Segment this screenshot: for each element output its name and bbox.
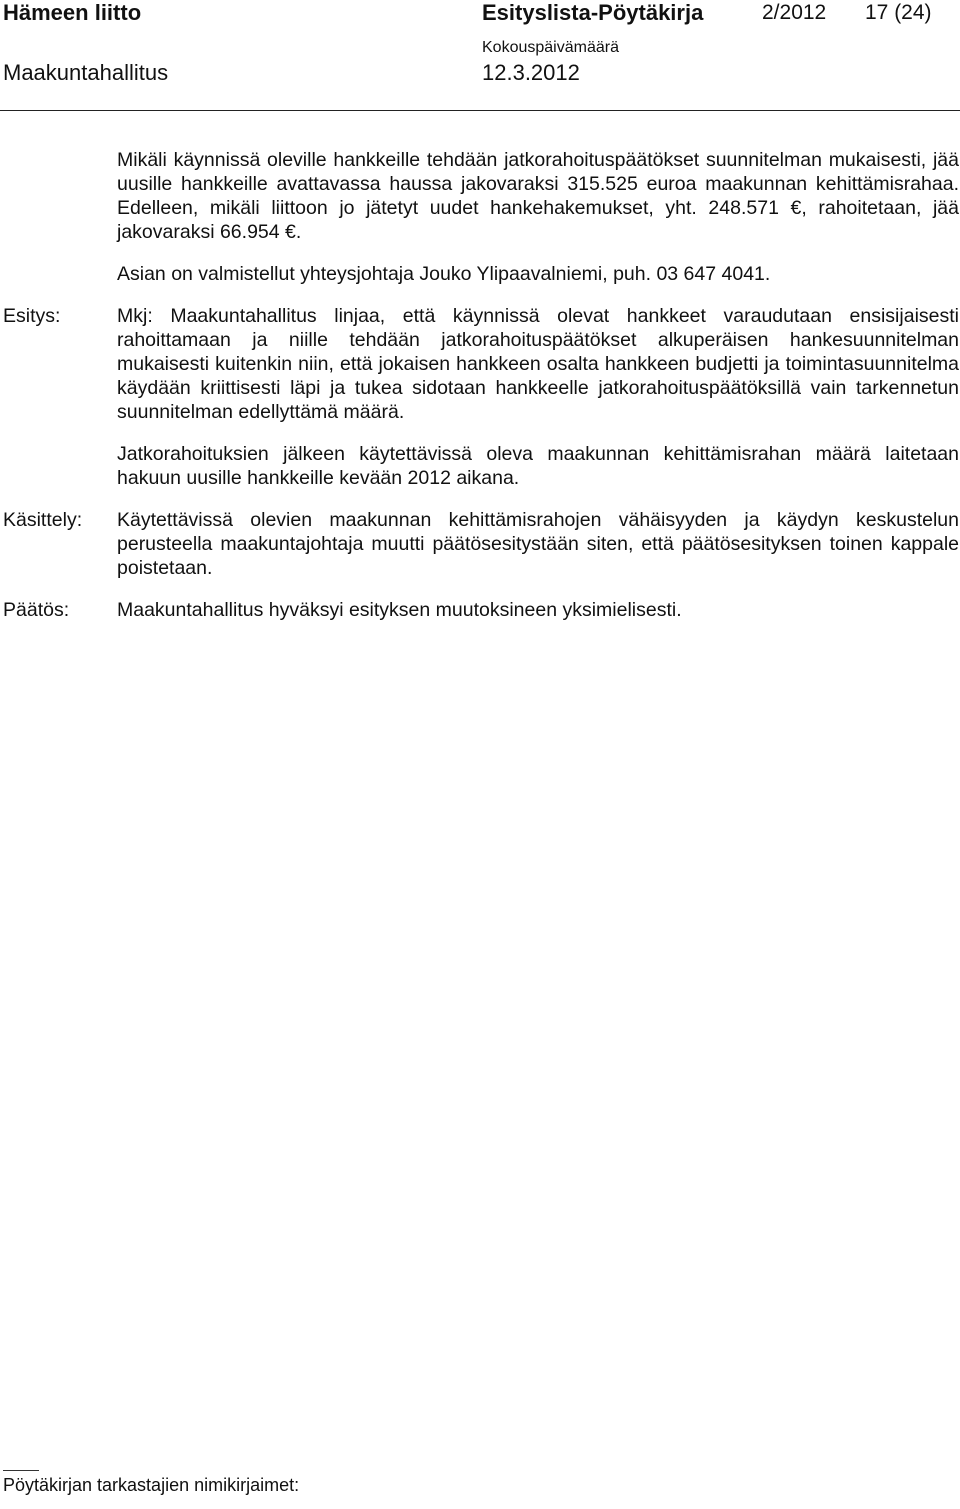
document-number: 2/2012 xyxy=(762,1,827,24)
esitys-paragraph-2: Jatkorahoituksien jälkeen käytettävissä oleva maakunnan kehittämisrahan määrä laitetaan hakuun uusille hankkeille kevään 2012 aikana. xyxy=(117,443,959,489)
kasittely-paragraph: Käytettävissä olevien maakunnan kehittämisrahojen vähäisyyden ja käydyn keskustelun perusteella maakuntajohtaja muutti päätösesitystään siten, että päätösesityksen toinen kappale poistetaan. xyxy=(117,509,959,579)
paatos-paragraph: Maakuntahallitus hyväksyi esityksen muutoksineen yksimielisesti. xyxy=(117,599,682,621)
esitys-paragraph: Mkj: Maakuntahallitus linjaa, että käynnissä olevat hankkeet varaudutaan ensisijaisesti rahoittamaan ja niille tehdään jatkorahoituspäätökset alkuperäisen hankesuunnitelman mukaisesti kuitenkin niin, että jokaisen hankkeen osalta hankkeen budjetti ja toimintasuunnitelma käydään kriittisesti läpi ja tukea sidotaan hankkeelle jatkorahoituspäätöksillä vain tarkennetun suunnitelman edellyttämä määrä. xyxy=(117,305,959,423)
intro-paragraph: Mikäli käynnissä oleville hankkeille tehdään jatkorahoituspäätökset suunnitelman mukaisesti, jää uusille hankkeille avattavassa haussa jakovaraksi 315.525 euroa maakunnan kehittämisrahaa. Edelleen, mikäli liittoon jo jätetyt uudet hankehakemukset, yht. 248.571 €, rahoitetaan, jää jakovaraksi 66.954 €. xyxy=(117,149,959,243)
meeting-date: 12.3.2012 xyxy=(482,60,580,85)
document-type: Esityslista-Pöytäkirja xyxy=(482,0,704,25)
kasittely-section xyxy=(0,508,960,580)
document-body xyxy=(0,148,960,622)
esitys-section xyxy=(0,304,960,490)
paatos-section xyxy=(0,598,960,622)
footer-rule xyxy=(3,1470,39,1471)
board-name: Maakuntahallitus xyxy=(3,60,169,85)
kasittely-label: Käsittely: xyxy=(3,509,83,531)
esitys-label: Esitys: xyxy=(3,305,61,327)
page-header xyxy=(0,0,960,112)
header-divider xyxy=(0,110,960,111)
page-number: 17 (24) xyxy=(865,1,932,24)
page-footer xyxy=(3,1475,299,1496)
paatos-label: Päätös: xyxy=(3,599,70,621)
intro-section xyxy=(0,148,960,286)
signatures-label: Pöytäkirjan tarkastajien nimikirjaimet: xyxy=(3,1475,300,1495)
meeting-date-label: Kokouspäivämäärä xyxy=(482,39,619,56)
preparer-paragraph: Asian on valmistellut yhteysjohtaja Jouko Ylipaavalniemi, puh. 03 647 4041. xyxy=(117,263,771,285)
organization-name: Hämeen liitto xyxy=(3,0,142,25)
